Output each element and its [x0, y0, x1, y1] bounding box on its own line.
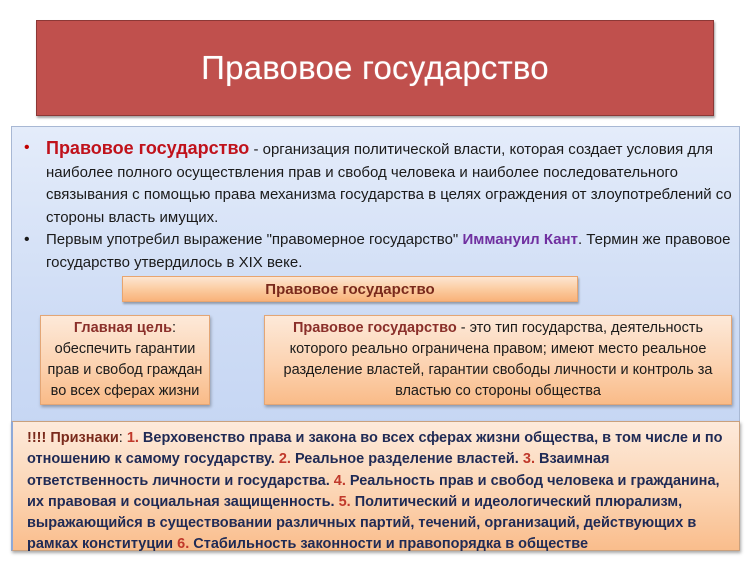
- feature-num-4: 4.: [333, 472, 346, 489]
- definition-text: - организация политической власти, которая создает условия для наиболее полного осуществления прав и свобод человека и наиболее последовательного связывания с помощью права механизма государства в целях ограждения от злоупотреблений со стороны власть имущих.: [46, 141, 732, 226]
- bullet-dot-icon: •: [24, 231, 30, 248]
- feature-num-2: 2.: [278, 451, 291, 468]
- title-banner: [36, 20, 714, 116]
- definition-box: [264, 315, 732, 405]
- features-box: [11, 421, 740, 551]
- goal-colon: :: [172, 320, 177, 336]
- feature-num-1: 1.: [126, 430, 139, 446]
- center-label: Правовое государство: [122, 276, 578, 302]
- definition-term: Правовое государство: [46, 138, 250, 158]
- history-text-before: Первым употребил выражение "правомерное государство": [46, 231, 463, 248]
- definition-box-text: - это тип государства, деятельность которого реально ограничена правом; имеют место реальное разделение властей, гарантии свободы личности и контроль за властью со стороны общества: [283, 320, 713, 399]
- goal-text: обеспечить гарантии прав и свобод граждан во всех сферах жизни: [47, 341, 203, 399]
- feature-text-4: Реальность прав и свобод человека и гражданина, их правовая и социальная защищенность.: [27, 472, 720, 510]
- feature-text-3: Взаимная ответственность личности и государства.: [27, 451, 610, 489]
- feature-text-6: Стабильность законности и правопорядка в обществе: [189, 536, 589, 553]
- features-lead: !!!! Признаки: [27, 430, 119, 446]
- feature-text-5: Политический и идеологический плюрализм, выражающийся в существовании различных партий, течений, организаций, действующих в рамках конституции: [27, 493, 697, 553]
- feature-num-5: 5.: [338, 493, 351, 510]
- history-text-after: . Термин же правовое государство утвердилось в XIX веке.: [46, 231, 731, 271]
- goal-heading: Главная цель: [73, 320, 173, 336]
- bullet-history: [20, 229, 732, 274]
- feature-num-6: 6.: [177, 536, 190, 553]
- goal-box: [40, 315, 210, 405]
- page-title: Правовое государство: [201, 49, 549, 86]
- definition-box-term: Правовое государство: [292, 320, 457, 336]
- features-colon: :: [118, 430, 127, 446]
- bullet-list: [20, 137, 732, 274]
- bullet-dot-icon: •: [24, 139, 30, 156]
- bullet-definition: [20, 137, 732, 229]
- feature-num-3: 3.: [522, 451, 535, 468]
- definition-content: [271, 318, 725, 402]
- feature-text-1: Верховенство права и закона во всех сферах жизни общества, в том числе и по отношению к самому государству.: [27, 430, 723, 468]
- person-name: Иммануил Кант: [462, 231, 578, 248]
- goal-heading-line: [41, 318, 209, 339]
- feature-text-2: Реальное разделение властей.: [290, 451, 523, 468]
